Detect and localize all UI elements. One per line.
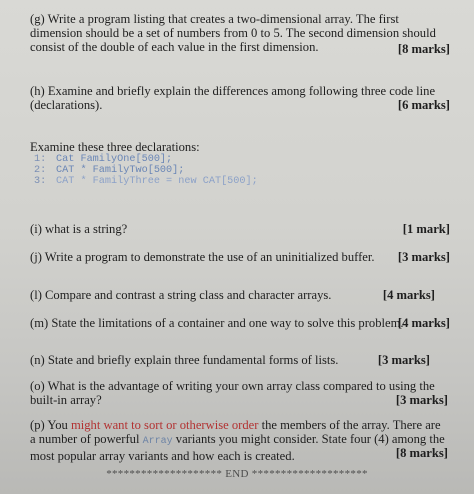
- question-l-marks: [4 marks]: [382, 288, 435, 302]
- question-o-marks: [3 marks]: [395, 393, 448, 407]
- question-h: [30, 84, 450, 112]
- question-m: [30, 316, 450, 330]
- question-n-text: (n) State and briefly explain three fundamental forms of lists.: [30, 353, 339, 367]
- question-o-text: (o) What is the advantage of writing your own array class compared to using the built-in array?: [30, 379, 435, 407]
- question-p-marks: [8 marks]: [395, 446, 448, 460]
- question-i: [30, 222, 450, 236]
- code-block: [34, 155, 258, 187]
- question-m-text: (m) State the limitations of a container and one way to solve this problem.: [30, 316, 404, 330]
- question-j: [30, 250, 450, 264]
- examine-heading-text: Examine these three declarations:: [30, 140, 200, 154]
- examine-heading: [30, 140, 450, 154]
- question-p-code: Array: [142, 436, 173, 447]
- end-marker: ******************** END ********************: [106, 468, 368, 480]
- question-i-marks: [1 mark]: [402, 222, 450, 236]
- code-line-text: CAT * FamilyTwo[500];: [56, 164, 185, 176]
- question-h-text: (h) Examine and briefly explain the differences among following three code line (declarations).: [30, 84, 436, 112]
- question-p-post: variants you might consider. State four (4) among the most popular array variants and how each is created.: [30, 432, 445, 463]
- code-line-number: 3:: [34, 175, 47, 187]
- question-h-marks: [6 marks]: [397, 98, 450, 112]
- question-p-highlight: might want to sort or otherwise order: [70, 418, 259, 432]
- question-i-text: (i) what is a string?: [30, 222, 128, 236]
- question-j-text: (j) Write a program to demonstrate the use of an uninitialized buffer.: [30, 250, 375, 264]
- question-n: [30, 353, 430, 367]
- code-line-text: CAT * FamilyThree = new CAT[500];: [56, 175, 258, 187]
- code-line-number: 2:: [34, 164, 47, 176]
- question-o: [30, 379, 448, 407]
- code-line-number: 1:: [34, 154, 47, 165]
- code-line-text: Cat FamilyOne[500];: [56, 154, 173, 165]
- question-m-marks: [4 marks]: [397, 316, 450, 330]
- question-l: [30, 288, 435, 302]
- question-g: [30, 12, 450, 56]
- question-n-marks: [3 marks]: [377, 353, 430, 367]
- question-p-mid: the members of the array. There are a number of powerful: [30, 418, 441, 446]
- code-line: [34, 177, 258, 188]
- question-j-marks: [3 marks]: [397, 250, 450, 264]
- question-g-text: (g) Write a program listing that creates a two-dimensional array. The first dimension should be a set of numbers from 0 to 5. The second dimension should consist of the double of each value in the first dimension.: [30, 12, 436, 54]
- question-g-marks: [8 marks]: [397, 42, 450, 56]
- question-p: [30, 418, 448, 463]
- question-l-text: (l) Compare and contrast a string class and character arrays.: [30, 288, 332, 302]
- question-p-pre: (p) You: [30, 418, 71, 432]
